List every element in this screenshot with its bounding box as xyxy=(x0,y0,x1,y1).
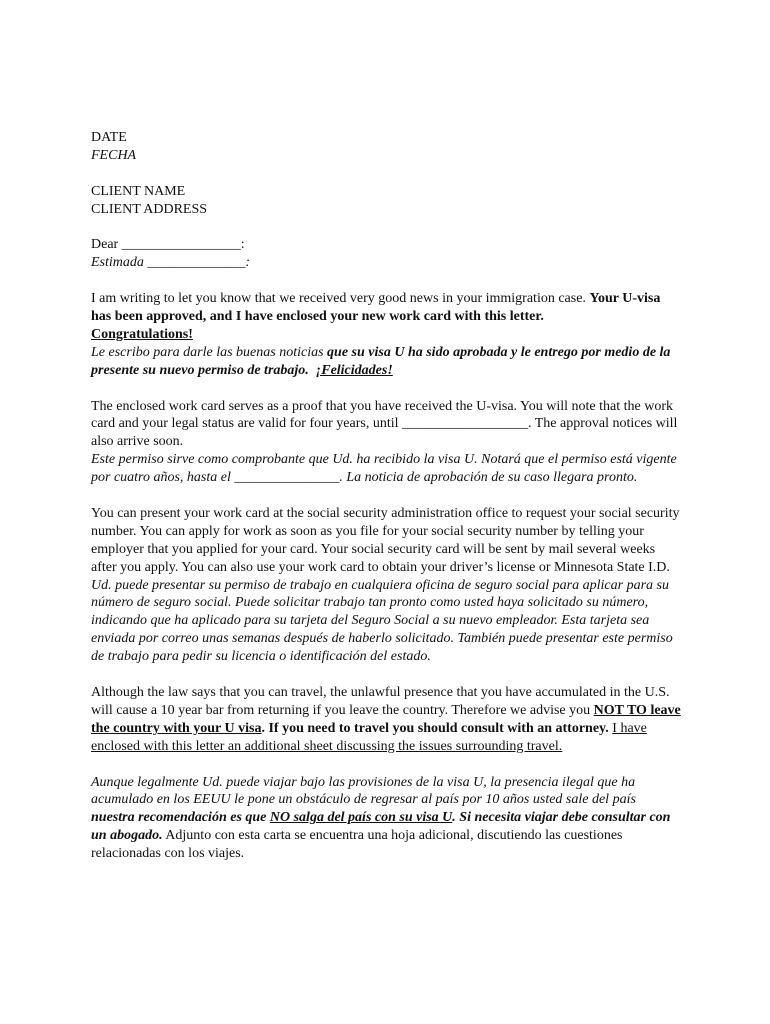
salutation-spanish: Estimada ______________: xyxy=(91,255,251,271)
congratulations: Congratulations! xyxy=(91,326,193,342)
date-label: DATE xyxy=(91,130,127,145)
travel-warning-spanish: NO salga del país con su visa U xyxy=(269,810,453,826)
travel-paragraph-spanish xyxy=(91,774,681,864)
date-label-spanish: FECHA xyxy=(91,147,137,163)
felicidades: ¡Felicidades! xyxy=(315,362,393,378)
travel-warning: NOT TO leave the country with your U visa xyxy=(91,702,681,736)
travel-paragraph xyxy=(91,684,681,756)
travel-text-spanish: Aunque legalmente Ud. puede viajar bajo las provisiones de la visa U, la presencia ilegal que ha acumulado en los EEUU le pone un obstáculo de regresar al país por 10 años usted sale del país xyxy=(91,774,636,808)
approval-text: I am writing to let you know that we received very good news in your immigration case. xyxy=(91,291,590,307)
recommendation-spanish: nuestra recomendación es que xyxy=(91,810,270,826)
approval-text-spanish: Le escribo para darle las buenas noticias xyxy=(91,344,328,360)
work-card-paragraph: The enclosed work card serves as a proof that you have received the U-visa. You will note that the work card and your legal status are valid for four years, until __________________. The approval notices will also arrive soon. xyxy=(91,398,678,450)
social-security-paragraph: You can present your work card at the social security administration office to request your social security number. You can apply for work as soon as you file for your social security number by telling your employer that you applied for your card. Your social security card will be sent by mail several weeks after you apply. You can also use your work card to obtain your driver’s license or Minnesota State I.D. xyxy=(91,505,680,575)
travel-advice-spanish: . Si necesita viajar debe consultar con un abogado. xyxy=(91,810,671,844)
salutation: Dear _________________: xyxy=(91,237,245,253)
client-name: CLIENT NAME xyxy=(91,183,186,199)
approval-paragraph-spanish xyxy=(91,344,681,380)
approval-paragraph xyxy=(91,290,681,344)
client-address: CLIENT ADDRESS xyxy=(91,201,208,217)
social-security-paragraph-spanish: Ud. puede presentar su permiso de trabajo en cualquiera oficina de seguro social para aplicar para su número de seguro social. Puede solicitar trabajo tan pronto como usted haya solicitado su número, indicando que ha aplicado para su tarjeta del Seguro Social a su nuevo empleador. Esta tarjeta sea enviada por correo unas semanas después de haberlo solicitado. También puede presentar este permiso de trabajo para pedir su licencia o identificación del estado. xyxy=(91,577,673,665)
approval-bold-spanish: que su visa U ha sido aprobada y le entrego por medio de la presente su nuevo permiso de trabajo. xyxy=(91,344,671,378)
approval-bold: Your U-visa has been approved, and I have enclosed your new work card with this letter. xyxy=(91,291,661,325)
enclosed-sheet-note: I have enclosed with this letter an additional sheet discussing the issues surrounding travel. xyxy=(91,720,647,754)
letter-body xyxy=(91,129,681,863)
enclosed-sheet-note-spanish: Adjunto con esta carta se encuentra una hoja adicional, discutiendo las cuestiones relacionadas con los viajes. xyxy=(91,828,623,862)
work-card-paragraph-spanish: Este permiso sirve como comprobante que Ud. ha recibido la visa U. Notará que el permiso está vigente por cuatro años, hasta el _______________. La noticia de aprobación de su caso llegara pronto. xyxy=(91,452,677,486)
travel-advice: . If you need to travel you should consult with an attorney. xyxy=(261,720,609,736)
travel-text: Although the law says that you can travel, the unlawful presence that you have accumulated in the U.S. will cause a 10 year bar from returning if you leave the country. Therefore we advise you xyxy=(91,685,670,718)
